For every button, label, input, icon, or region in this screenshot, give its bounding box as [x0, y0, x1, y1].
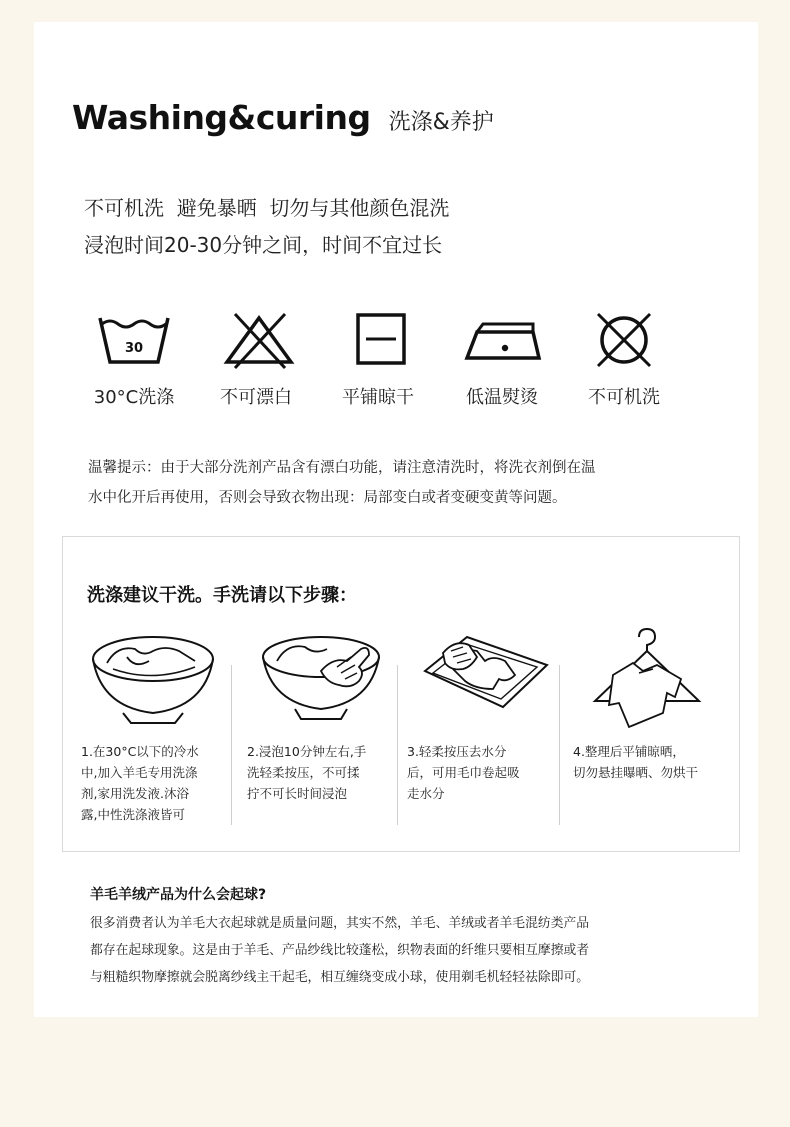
label-wash-30: 30°C洗涤 [93, 387, 175, 408]
step-1-line: 1.在30°C以下的冷水 [81, 744, 199, 759]
step-4-line: 切勿悬挂曝晒、勿烘干 [573, 765, 699, 780]
no-bleach-icon [209, 310, 309, 370]
label-no-machine-wash: 不可机洗 [588, 387, 660, 408]
hand-wash-icon [251, 627, 391, 737]
label-iron-low: 低温熨烫 [466, 387, 538, 408]
step-4-text [573, 741, 733, 783]
hanger-dry-icon [579, 627, 719, 737]
step-1-line: 剂,家用洗发液.沐浴 [81, 786, 189, 801]
title-chinese: 洗涤&养护 [388, 110, 494, 135]
basin-soak-icon [83, 627, 223, 737]
faq-body [90, 910, 710, 991]
step-divider [231, 665, 232, 825]
faq-title: 羊毛羊绒产品为什么会起球? [90, 887, 267, 903]
step-4-line: 4.整理后平铺晾晒， [573, 744, 685, 759]
step-2-line: 2.浸泡10分钟左右,手 [247, 744, 367, 759]
step-divider [559, 665, 560, 825]
wash-temp-badge: 30 [124, 341, 144, 356]
tip-line-1: 温馨提示：由于大部分洗剂产品含有漂白功能，请注意清洗时，将洗衣剂倒在温 [88, 460, 596, 476]
step-3-line: 后，可用毛巾卷起吸 [407, 765, 520, 780]
dry-flat-icon [330, 310, 430, 370]
tip-line-2: 水中化开后再使用，否则会导致衣物出现：局部变白或者变硬变黄等问题。 [88, 490, 567, 506]
faq-line: 与粗糙织物摩擦就会脱离纱线主干起毛，相互缠绕变成小球，使用剃毛机轻轻祛除即可。 [90, 970, 590, 985]
care-card [34, 22, 758, 1017]
step-3-line: 3.轻柔按压去水分 [407, 744, 507, 759]
step-1-line: 中,加入羊毛专用洗涤 [81, 765, 198, 780]
step-3-text [407, 741, 542, 804]
care-note-line-2: 浸泡时间20-30分钟之间，时间不宜过长 [84, 233, 443, 257]
step-1-line: 露,中性洗涤液皆可 [81, 807, 185, 822]
label-dry-flat: 平铺晾干 [342, 387, 414, 408]
no-machine-wash-icon [574, 310, 674, 370]
step-2-line: 洗轻柔按压，不可揉 [247, 765, 360, 780]
faq-line: 都存在起球现象。这是由于羊毛、产品纱线比较蓬松，织物表面的纤维只要相互摩擦或者 [90, 943, 590, 958]
step-divider [397, 665, 398, 825]
step-3-line: 走水分 [407, 786, 445, 801]
faq-line: 很多消费者认为羊毛大衣起球就是质量问题，其实不然，羊毛、羊绒或者羊毛混纺类产品 [90, 916, 590, 931]
step-2-text [247, 741, 382, 804]
step-1-text [81, 741, 216, 825]
steps-title: 洗涤建议干洗。手洗请以下步骤： [87, 585, 357, 606]
page-title [72, 98, 494, 137]
care-note-line-1: 不可机洗 避免暴晒 切勿与其他颜色混洗 [84, 196, 450, 220]
steps-box [62, 536, 740, 852]
iron-low-icon [454, 310, 554, 370]
towel-press-icon [415, 627, 555, 737]
label-no-bleach: 不可漂白 [220, 387, 292, 408]
wash-30-icon [84, 310, 184, 370]
step-2-line: 拧不可长时间浸泡 [247, 786, 348, 801]
title-english: Washing&curing [72, 98, 371, 137]
